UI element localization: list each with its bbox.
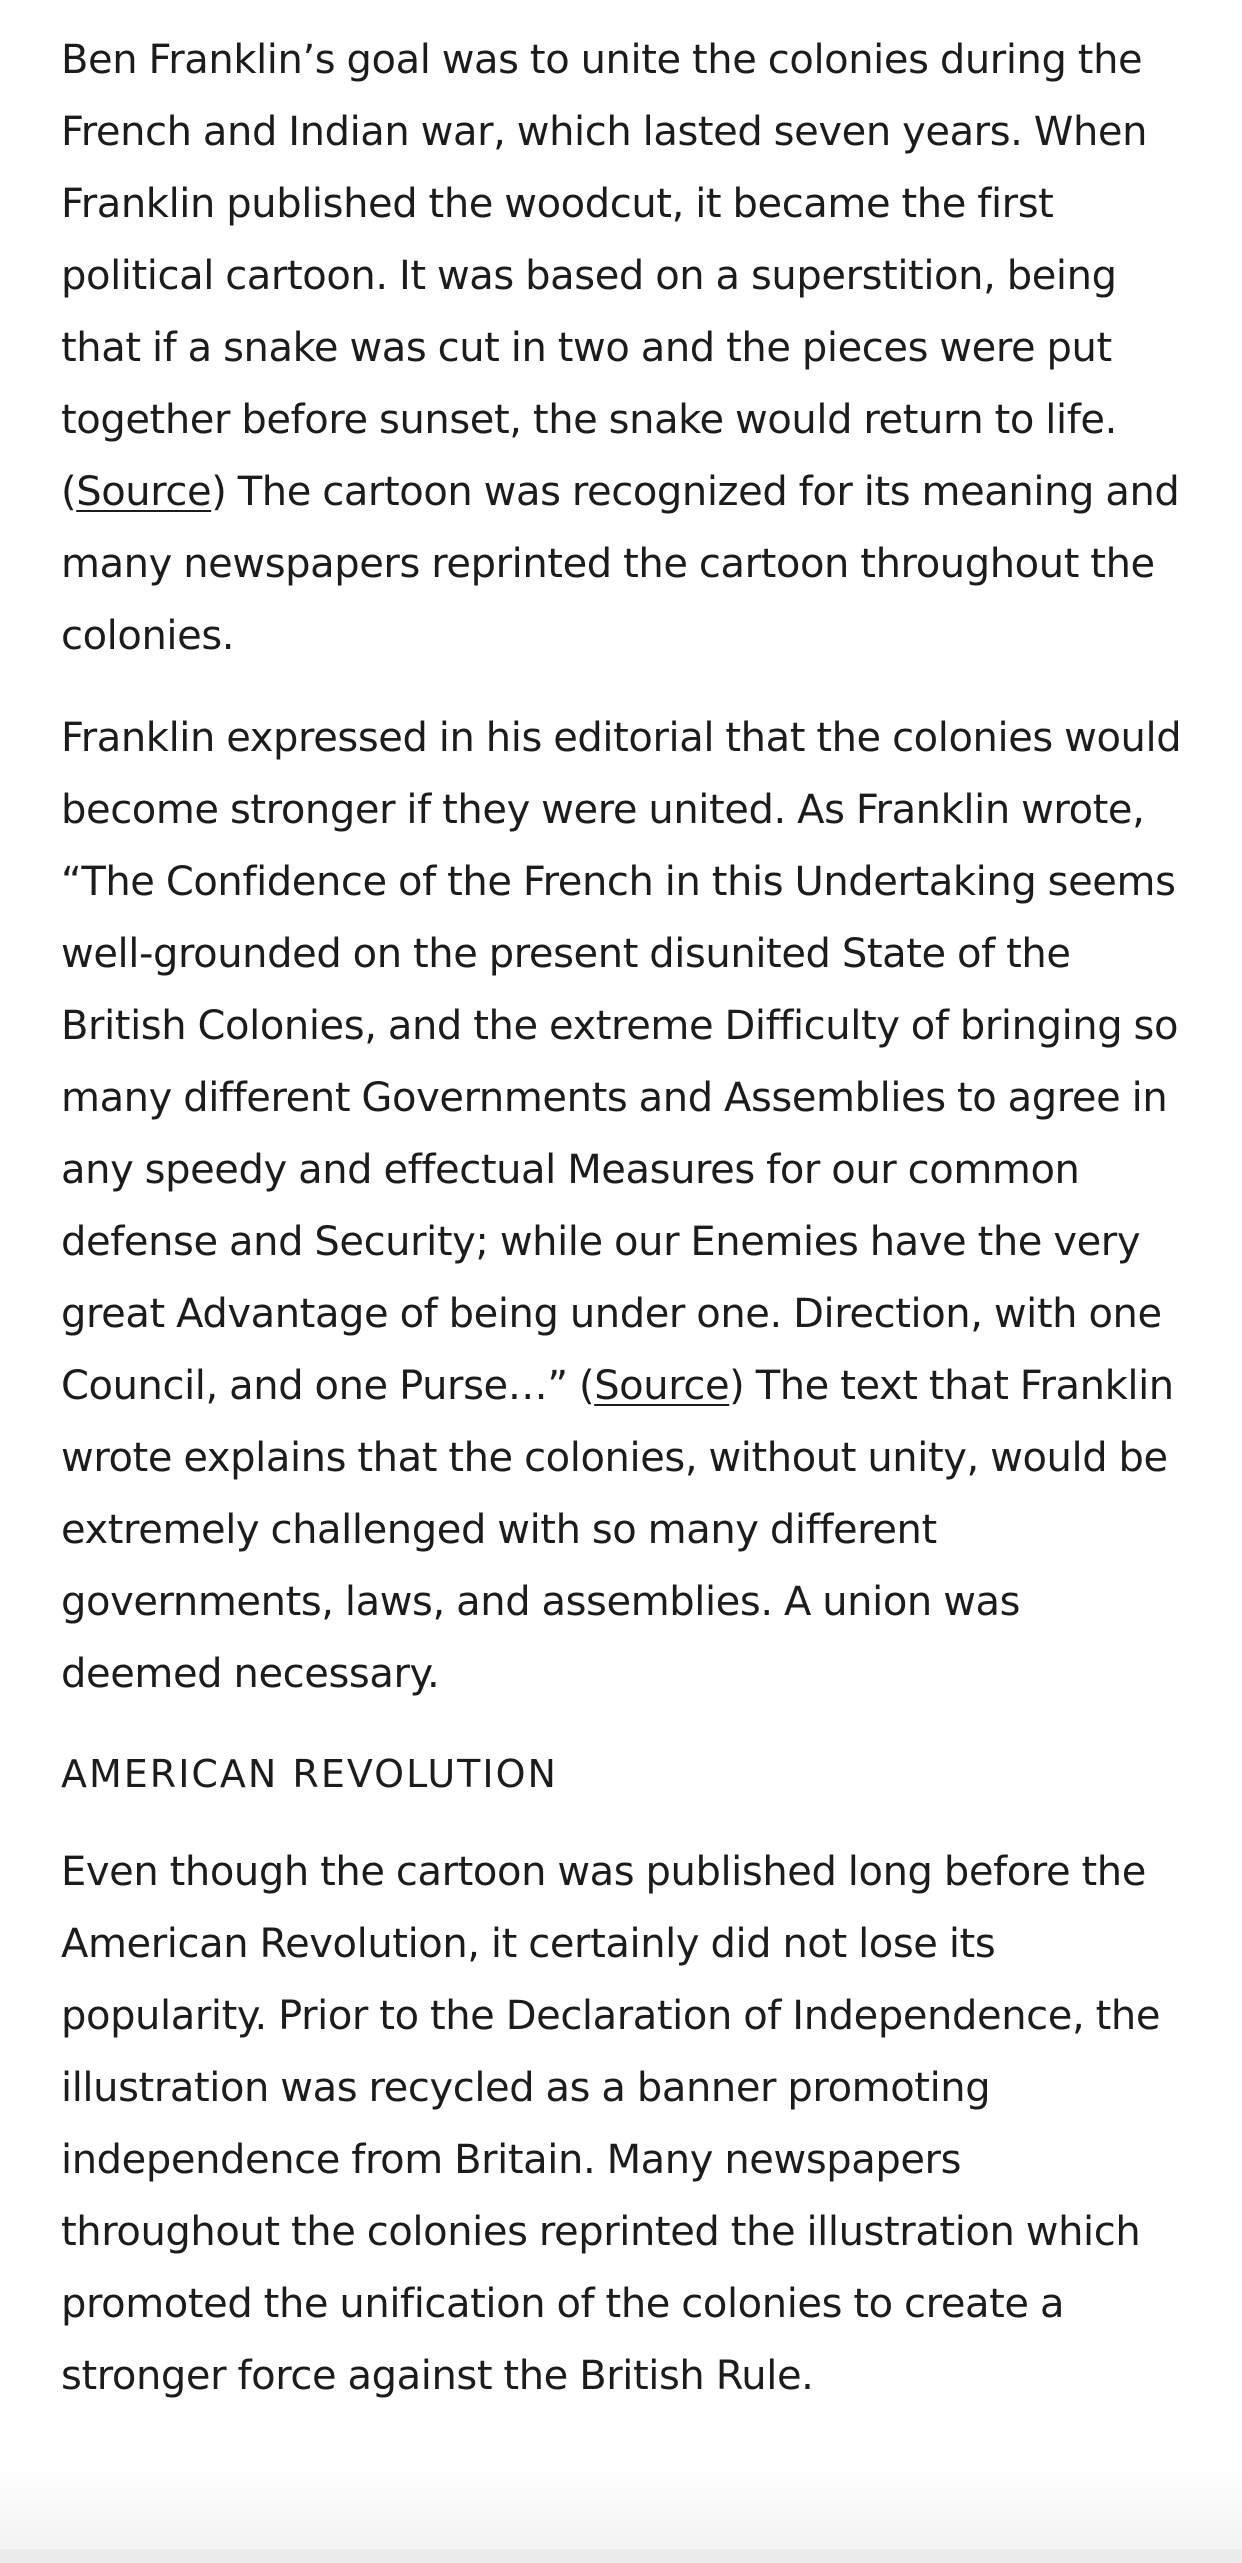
section-heading: AMERICAN REVOLUTION [61, 1752, 558, 1796]
paragraph-text: Franklin expressed in his editorial that the colonies would become stronger if they were united. As Franklin wrote, “The Confidence of the French in this Undertaking seems well-grounded on the present disunited State of the British Colonies, and the extreme Difficulty of bringing so many different Governments and Assemblies to agree in any speedy and effectual Measures for our common defense and Security; while our Enemies have the very great Advantage of being under one. Direction, with one Council, and one Purse…” ( [61, 715, 1182, 1409]
article-body [61, 24, 1186, 2412]
paragraph-franklin-editorial [61, 702, 1186, 1710]
paragraph-text: ) The text that Franklin wrote explains that the colonies, without unity, would be extremely challenged with so many different governments, laws, and assemblies. A union was deemed necessary. [61, 1363, 1174, 1697]
paragraph-text: Ben Franklin’s goal was to unite the colonies during the French and Indian war, which lasted seven years. When Franklin published the woodcut, it became the first political cartoon. It was based on a superstition, being that if a snake was cut in two and the pieces were put together before sunset, the snake would return to life. ( [61, 37, 1148, 515]
paragraph-text: ) The cartoon was recognized for its meaning and many newspapers reprinted the cartoon throughout the colonies. [61, 469, 1180, 659]
bottom-fade-overlay [0, 2463, 1242, 2563]
paragraph-franklin-goal [61, 24, 1186, 672]
source-link-1[interactable]: Source [76, 469, 212, 515]
bottom-bar [0, 2549, 1242, 2563]
source-link-2[interactable]: Source [594, 1363, 730, 1409]
paragraph-american-revolution: Even though the cartoon was published long before the American Revolution, it certainly did not lose its popularity. Prior to the Declaration of Independence, the illustration was recycled as a banner promoting independence from Britain. Many newspapers throughout the colonies reprinted the illustration which promoted the unification of the colonies to create a stronger force against the British Rule. [61, 1849, 1161, 2399]
